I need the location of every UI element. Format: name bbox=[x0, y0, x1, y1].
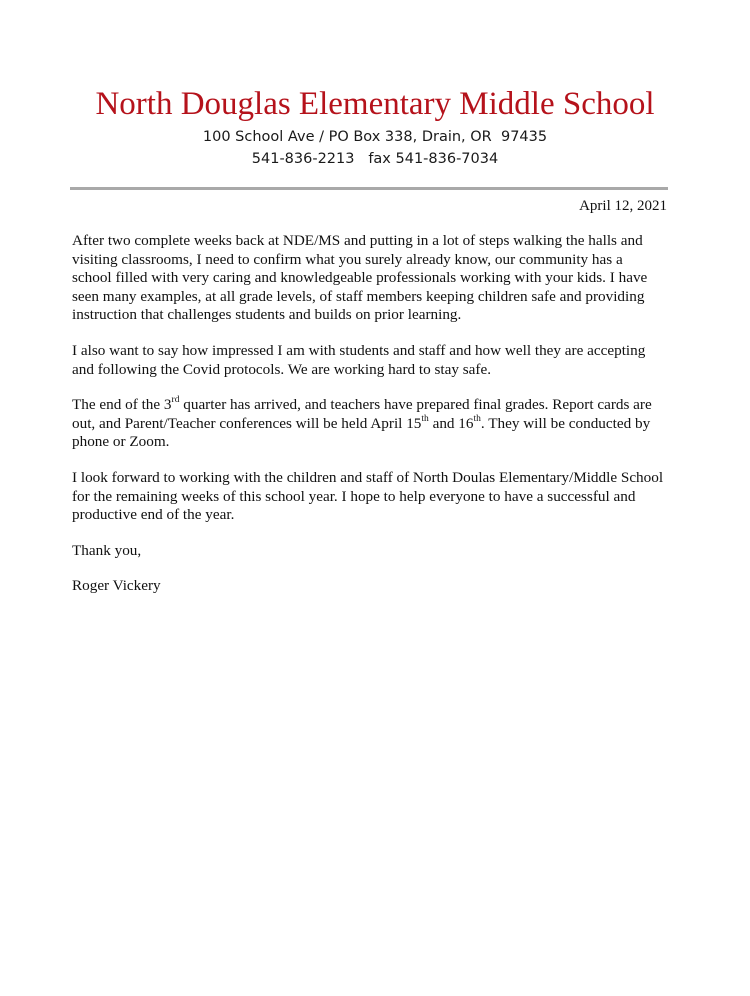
school-name: North Douglas Elementary Middle School bbox=[95, 86, 655, 122]
paragraph-3 bbox=[72, 396, 672, 452]
paragraph-3-text-d: . They will be conducted by phone or Zoom. bbox=[72, 414, 651, 451]
fax-number: fax 541-836-7034 bbox=[368, 151, 499, 167]
phone-fax-line bbox=[0, 148, 750, 170]
ordinal-suffix: rd bbox=[171, 395, 180, 406]
letterhead bbox=[0, 84, 750, 170]
paragraph-3-text-c: and 16 bbox=[428, 414, 474, 432]
paragraph-4: I look forward to working with the children and staff of North Doulas Elementary/Middle School for the remaining weeks of this school year. I hope to help everyone to have a successful and productive end of the year. bbox=[72, 468, 664, 524]
ordinal-suffix: th bbox=[421, 413, 429, 424]
signature: Roger Vickery bbox=[72, 577, 161, 595]
paragraph-3-text-b: quarter has arrived, and teachers have prepared final grades. Report cards are out, and Parent/Teacher conferences will be held April 15 bbox=[72, 396, 652, 432]
letterhead-divider bbox=[70, 187, 668, 190]
school-address: 100 School Ave / PO Box 338, Drain, OR 97435 bbox=[202, 129, 548, 145]
letter-body bbox=[72, 232, 672, 613]
phone-number: 541-836-2213 bbox=[251, 151, 355, 167]
paragraph-1: After two complete weeks back at NDE/MS and putting in a lot of steps walking the halls and visiting classrooms, I need to confirm what you surely already know, our community has a school filled with very caring and knowledgeable professionals working with your kids. I have seen many examples, at all grade levels, of staff members keeping children safe and providing instruction that challenges students and builds on prior learning. bbox=[72, 232, 648, 324]
closing: Thank you, bbox=[72, 541, 142, 559]
paragraph-2: I also want to say how impressed I am with students and staff and how well they are accepting and following the Covid protocols. We are working hard to stay safe. bbox=[72, 341, 646, 378]
ordinal-suffix: th bbox=[473, 413, 481, 424]
paragraph-3-text-a: The end of the 3 bbox=[72, 396, 172, 414]
letter-date: April 12, 2021 bbox=[579, 198, 667, 214]
